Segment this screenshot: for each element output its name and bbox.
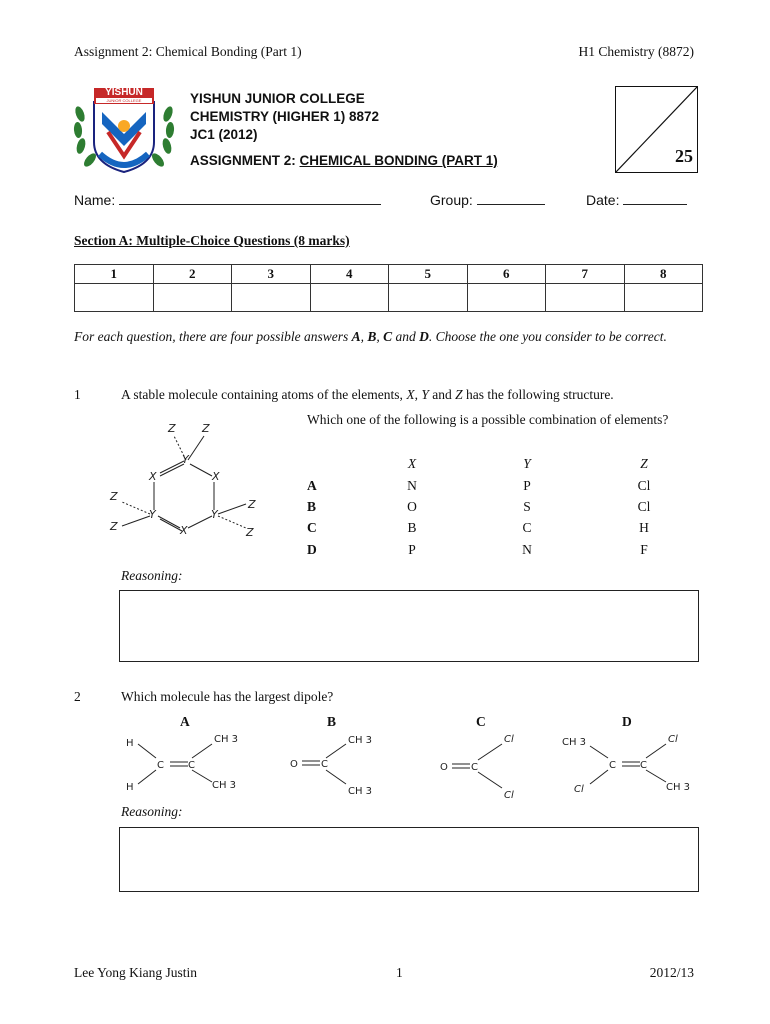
q1-header-y: Y <box>523 456 531 471</box>
q2-reasoning-label: Reasoning: <box>121 804 183 819</box>
group-ch3: CH 3 <box>348 786 373 797</box>
q1-option-letter: B <box>307 499 317 514</box>
q1-option-x: P <box>408 542 416 557</box>
atom-cl: Cl <box>504 734 514 745</box>
q2-molecule-d[interactable] <box>560 728 700 798</box>
name-line[interactable] <box>119 190 381 205</box>
atom-y-left: Y <box>149 508 156 521</box>
atom-x-bottom: X <box>180 524 188 537</box>
atom-c: C <box>471 762 478 773</box>
header-right: H1 Chemistry (8872) <box>578 44 694 59</box>
q1-option-x: O <box>407 499 417 514</box>
q1-option-x: N <box>407 478 417 493</box>
section-a-heading: Section A: Multiple-Choice Questions (8 marks) <box>74 233 350 248</box>
q1-var-z: Z <box>455 387 463 402</box>
q1-option-y: S <box>523 499 531 514</box>
atom-x-left: X <box>149 470 157 483</box>
instructions-sep: , <box>360 329 368 344</box>
q1-stem-sep: , <box>414 387 422 402</box>
atom-o: O <box>290 759 298 770</box>
name-field[interactable] <box>74 190 381 208</box>
q1-option-y: N <box>522 542 532 557</box>
atom-z: Z <box>110 520 118 533</box>
mcq-col-header: 4 <box>310 265 389 284</box>
atom-y-top: Y <box>182 453 189 466</box>
q1-option-y: C <box>522 520 532 535</box>
q1-option-z: Cl <box>637 499 651 514</box>
college-logo <box>72 84 176 176</box>
group-ch3: CH 3 <box>212 780 237 791</box>
logo-text-sub: JUNIOR COLLEGE <box>96 98 152 103</box>
instructions-text: For each question, there are four possible answers <box>74 329 352 344</box>
q1-var-y: Y <box>421 387 429 402</box>
name-label: Name: <box>74 192 116 208</box>
atom-z: Z <box>202 422 210 435</box>
date-field[interactable] <box>586 190 687 208</box>
q2-option-b-label: B <box>327 714 337 729</box>
atom-c: C <box>321 759 328 770</box>
mcq-col-header: 5 <box>389 265 468 284</box>
q1-stem-sep: and <box>428 387 456 402</box>
q1-prompt: Which one of the following is a possible combination of elements? <box>307 412 669 427</box>
q1-structure-diagram <box>104 416 274 546</box>
atom-z: Z <box>246 526 254 539</box>
q2-molecule-c[interactable] <box>436 728 546 804</box>
mcq-answer-cell[interactable] <box>153 284 232 312</box>
atom-x-right: X <box>212 470 220 483</box>
title-assignment <box>190 152 498 170</box>
option-c-label: C <box>383 329 393 344</box>
mcq-col-header: 1 <box>75 265 154 284</box>
q2-stem: Which molecule has the largest dipole? <box>121 689 334 704</box>
mcq-answer-table <box>74 264 703 312</box>
mcq-col-header: 7 <box>546 265 625 284</box>
atom-z: Z <box>248 498 256 511</box>
instructions-sep: and <box>392 329 420 344</box>
mcq-header-row <box>75 265 703 284</box>
q2-reasoning-box[interactable] <box>119 827 699 892</box>
atom-z: Z <box>110 490 118 503</box>
q2-number: 2 <box>74 689 81 704</box>
mcq-answer-cell[interactable] <box>624 284 703 312</box>
q1-option-letter: A <box>307 478 317 493</box>
q1-option-z: F <box>640 542 648 557</box>
group-ch3: CH 3 <box>348 735 373 746</box>
q1-stem <box>121 387 614 403</box>
group-ch3: CH 3 <box>666 782 691 793</box>
instructions-sep: , <box>376 329 384 344</box>
q2-option-d-label: D <box>622 714 632 729</box>
option-a-label: A <box>351 329 361 344</box>
atom-cl: Cl <box>504 790 514 801</box>
title-year: JC1 (2012) <box>190 127 258 142</box>
instructions <box>74 328 704 346</box>
q1-option-y: P <box>523 478 531 493</box>
group-line[interactable] <box>477 190 545 205</box>
option-d-label: D <box>419 329 429 344</box>
footer-year: 2012/13 <box>649 965 694 980</box>
footer-author: Lee Yong Kiang Justin <box>74 965 198 980</box>
title-college: YISHUN JUNIOR COLLEGE <box>190 91 365 106</box>
marks-box <box>615 86 698 173</box>
q1-reasoning-label: Reasoning: <box>121 568 183 583</box>
group-field[interactable] <box>430 190 545 208</box>
q1-stem-text: A stable molecule containing atoms of the elements, <box>121 387 407 402</box>
q2-molecule-b[interactable] <box>286 728 396 798</box>
date-label: Date: <box>586 192 620 208</box>
q1-option-letter: D <box>307 542 317 557</box>
logo-text-top: YISHUN <box>105 87 143 98</box>
q1-option-letter: C <box>307 520 317 535</box>
option-b-label: B <box>367 329 377 344</box>
mcq-answer-cell[interactable] <box>467 284 546 312</box>
atom-z: Z <box>168 422 176 435</box>
q1-option-x: B <box>407 520 417 535</box>
mcq-answer-cell[interactable] <box>232 284 311 312</box>
atom-c: C <box>157 760 164 771</box>
q2-option-a-label: A <box>180 714 190 729</box>
mcq-answer-cell[interactable] <box>389 284 468 312</box>
q1-stem-text: has the following structure. <box>462 387 614 402</box>
mcq-col-header: 6 <box>467 265 546 284</box>
mcq-answer-cell[interactable] <box>546 284 625 312</box>
marks-total: 25 <box>675 146 693 166</box>
title-assignment-topic: CHEMICAL BONDING (PART 1) <box>299 153 498 168</box>
atom-cl: Cl <box>574 784 584 795</box>
mcq-col-header: 3 <box>232 265 311 284</box>
group-ch3: CH 3 <box>214 734 239 745</box>
atom-c: C <box>640 760 647 771</box>
q1-header-x: X <box>407 456 417 471</box>
mcq-answer-row <box>75 284 703 312</box>
q1-header-z: Z <box>640 456 648 471</box>
atom-y-right: Y <box>211 508 218 521</box>
date-line[interactable] <box>623 190 687 205</box>
atom-h: H <box>126 782 134 793</box>
mcq-col-header: 2 <box>153 265 232 284</box>
footer-page-number: 1 <box>396 965 403 980</box>
q2-option-c-label: C <box>476 714 486 729</box>
atom-cl: Cl <box>668 734 678 745</box>
q1-var-x: X <box>406 387 415 402</box>
q1-reasoning-box[interactable] <box>119 590 699 662</box>
q1-number: 1 <box>74 387 81 402</box>
instructions-text: . Choose the one you consider to be correct. <box>428 329 667 344</box>
group-label: Group: <box>430 192 473 208</box>
atom-c: C <box>609 760 616 771</box>
group-ch3: CH 3 <box>562 737 587 748</box>
q1-option-z: Cl <box>637 478 651 493</box>
mcq-answer-cell[interactable] <box>310 284 389 312</box>
q1-option-z: H <box>639 520 649 535</box>
mcq-answer-cell[interactable] <box>75 284 154 312</box>
title-subject: CHEMISTRY (HIGHER 1) 8872 <box>190 109 380 124</box>
atom-o: O <box>440 762 448 773</box>
mcq-col-header: 8 <box>624 265 703 284</box>
atom-c: C <box>188 760 195 771</box>
atom-h: H <box>126 738 134 749</box>
header-left: Assignment 2: Chemical Bonding (Part 1) <box>74 44 302 59</box>
title-assignment-prefix: ASSIGNMENT 2: <box>190 153 300 168</box>
q2-molecule-a[interactable] <box>120 728 250 798</box>
